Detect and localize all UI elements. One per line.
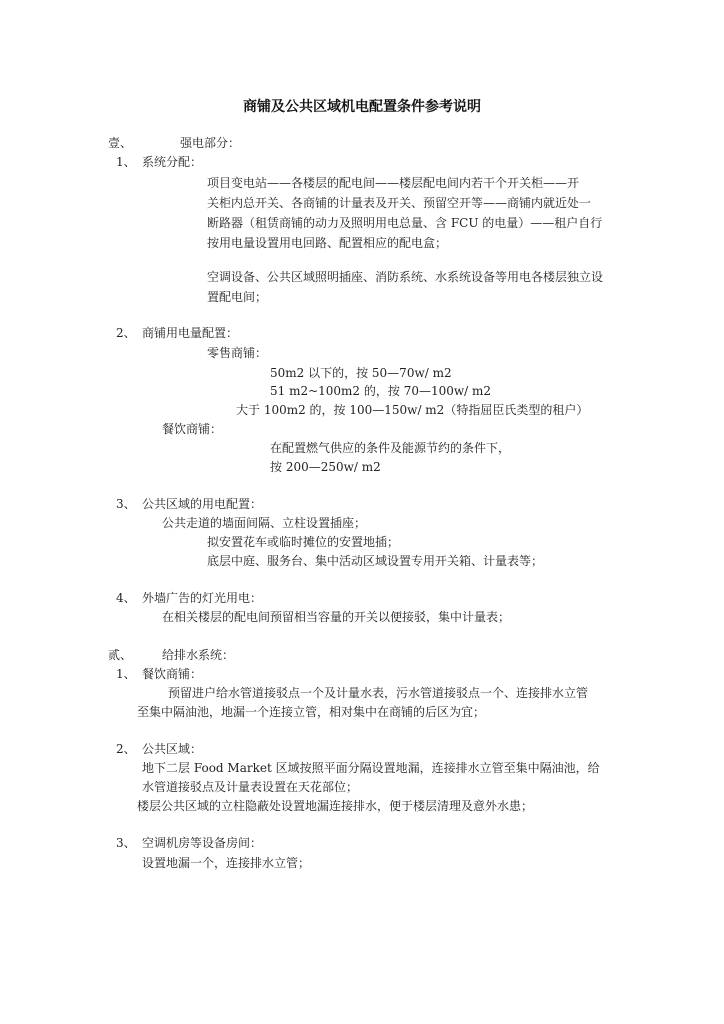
section2-2-number: 2、 bbox=[116, 742, 136, 756]
paragraph-line: 底层中庭、服务台、集中活动区域设置专用开关箱、计量表等； bbox=[207, 554, 544, 568]
document-title: 商铺及公共区域机电配置条件参考说明 bbox=[243, 99, 481, 115]
food-spec-line: 按 200—250w/ m2 bbox=[270, 460, 381, 474]
section1-2-heading: 商铺用电量配置： bbox=[142, 326, 239, 340]
section2-2-heading: 公共区域： bbox=[142, 742, 203, 756]
section1-1-number: 1、 bbox=[116, 155, 136, 169]
paragraph-line: 预留进户给水管道接驳点一个及计量水表，污水管道接驳点一个、连接排水立管 bbox=[168, 686, 589, 700]
section1-1-heading: 系统分配： bbox=[142, 155, 203, 169]
paragraph-line: 至集中隔油池，地漏一个连接立管，相对集中在商铺的后区为宜； bbox=[137, 705, 486, 719]
retail-spec-line: 大于 100m2 的，按 100—150w/ m2（特指屈臣氏类型的租户） bbox=[236, 403, 589, 417]
paragraph-line: 按用电量设置用电回路、配置相应的配电盒； bbox=[207, 236, 448, 250]
retail-shops-label: 零售商铺： bbox=[207, 346, 268, 360]
paragraph-line: 关柜内总开关、各商铺的计量表及开关、预留空开等——商铺内就近处一 bbox=[207, 196, 592, 210]
part1-heading: 强电部分： bbox=[180, 136, 241, 150]
paragraph-line: 在相关楼层的配电间预留相当容量的开关以便接驳，集中计量表； bbox=[162, 610, 511, 624]
section1-3-number: 3、 bbox=[116, 497, 136, 511]
food-shops-label: 餐饮商铺： bbox=[162, 422, 223, 436]
retail-spec-line: 50m2 以下的，按 50—70w/ m2 bbox=[270, 366, 452, 380]
part1-number: 壹、 bbox=[108, 136, 133, 150]
section1-2-number: 2、 bbox=[116, 326, 136, 340]
paragraph-line: 楼层公共区域的立柱隐蔽处设置地漏连接排水，便于楼层清理及意外水患； bbox=[137, 799, 534, 813]
section2-1-number: 1、 bbox=[116, 667, 136, 681]
section2-3-number: 3、 bbox=[116, 836, 136, 850]
food-spec-line: 在配置燃气供应的条件及能源节约的条件下， bbox=[270, 441, 511, 455]
retail-spec-line: 51 m2~100m2 的，按 70—100w/ m2 bbox=[270, 384, 492, 398]
paragraph-line: 水管道接驳点及计量表设置在天花部位； bbox=[142, 780, 359, 794]
paragraph-line: 地下二层 Food Market 区域按照平面分隔设置地漏，连接排水立管至集中隔油池，给 bbox=[142, 761, 600, 775]
paragraph-line: 设置地漏一个，连接排水立管； bbox=[142, 856, 311, 870]
paragraph-line: 公共走道的墙面间隔、立柱设置插座； bbox=[162, 516, 367, 530]
paragraph-line: 项目变电站——各楼层的配电间——楼层配电间内若干个开关柜——开 bbox=[207, 176, 580, 190]
paragraph-line: 空调设备、公共区域照明插座、消防系统、水系统设备等用电各楼层独立设 bbox=[207, 270, 604, 284]
paragraph-line: 置配电间； bbox=[207, 290, 268, 304]
section2-3-heading: 空调机房等设备房间： bbox=[142, 836, 263, 850]
section1-4-number: 4、 bbox=[116, 591, 136, 605]
paragraph-line: 拟安置花车或临时摊位的安置地插； bbox=[207, 535, 400, 549]
section2-1-heading: 餐饮商铺： bbox=[142, 667, 203, 681]
part2-number: 贰、 bbox=[108, 648, 133, 662]
section1-4-heading: 外墙广告的灯光用电： bbox=[142, 591, 263, 605]
section1-3-heading: 公共区域的用电配置： bbox=[142, 497, 263, 511]
paragraph-line: 断路器（租赁商铺的动力及照明用电总量、含 FCU 的电量）——租户自行 bbox=[207, 216, 603, 230]
part2-heading: 给排水系统： bbox=[162, 648, 235, 662]
